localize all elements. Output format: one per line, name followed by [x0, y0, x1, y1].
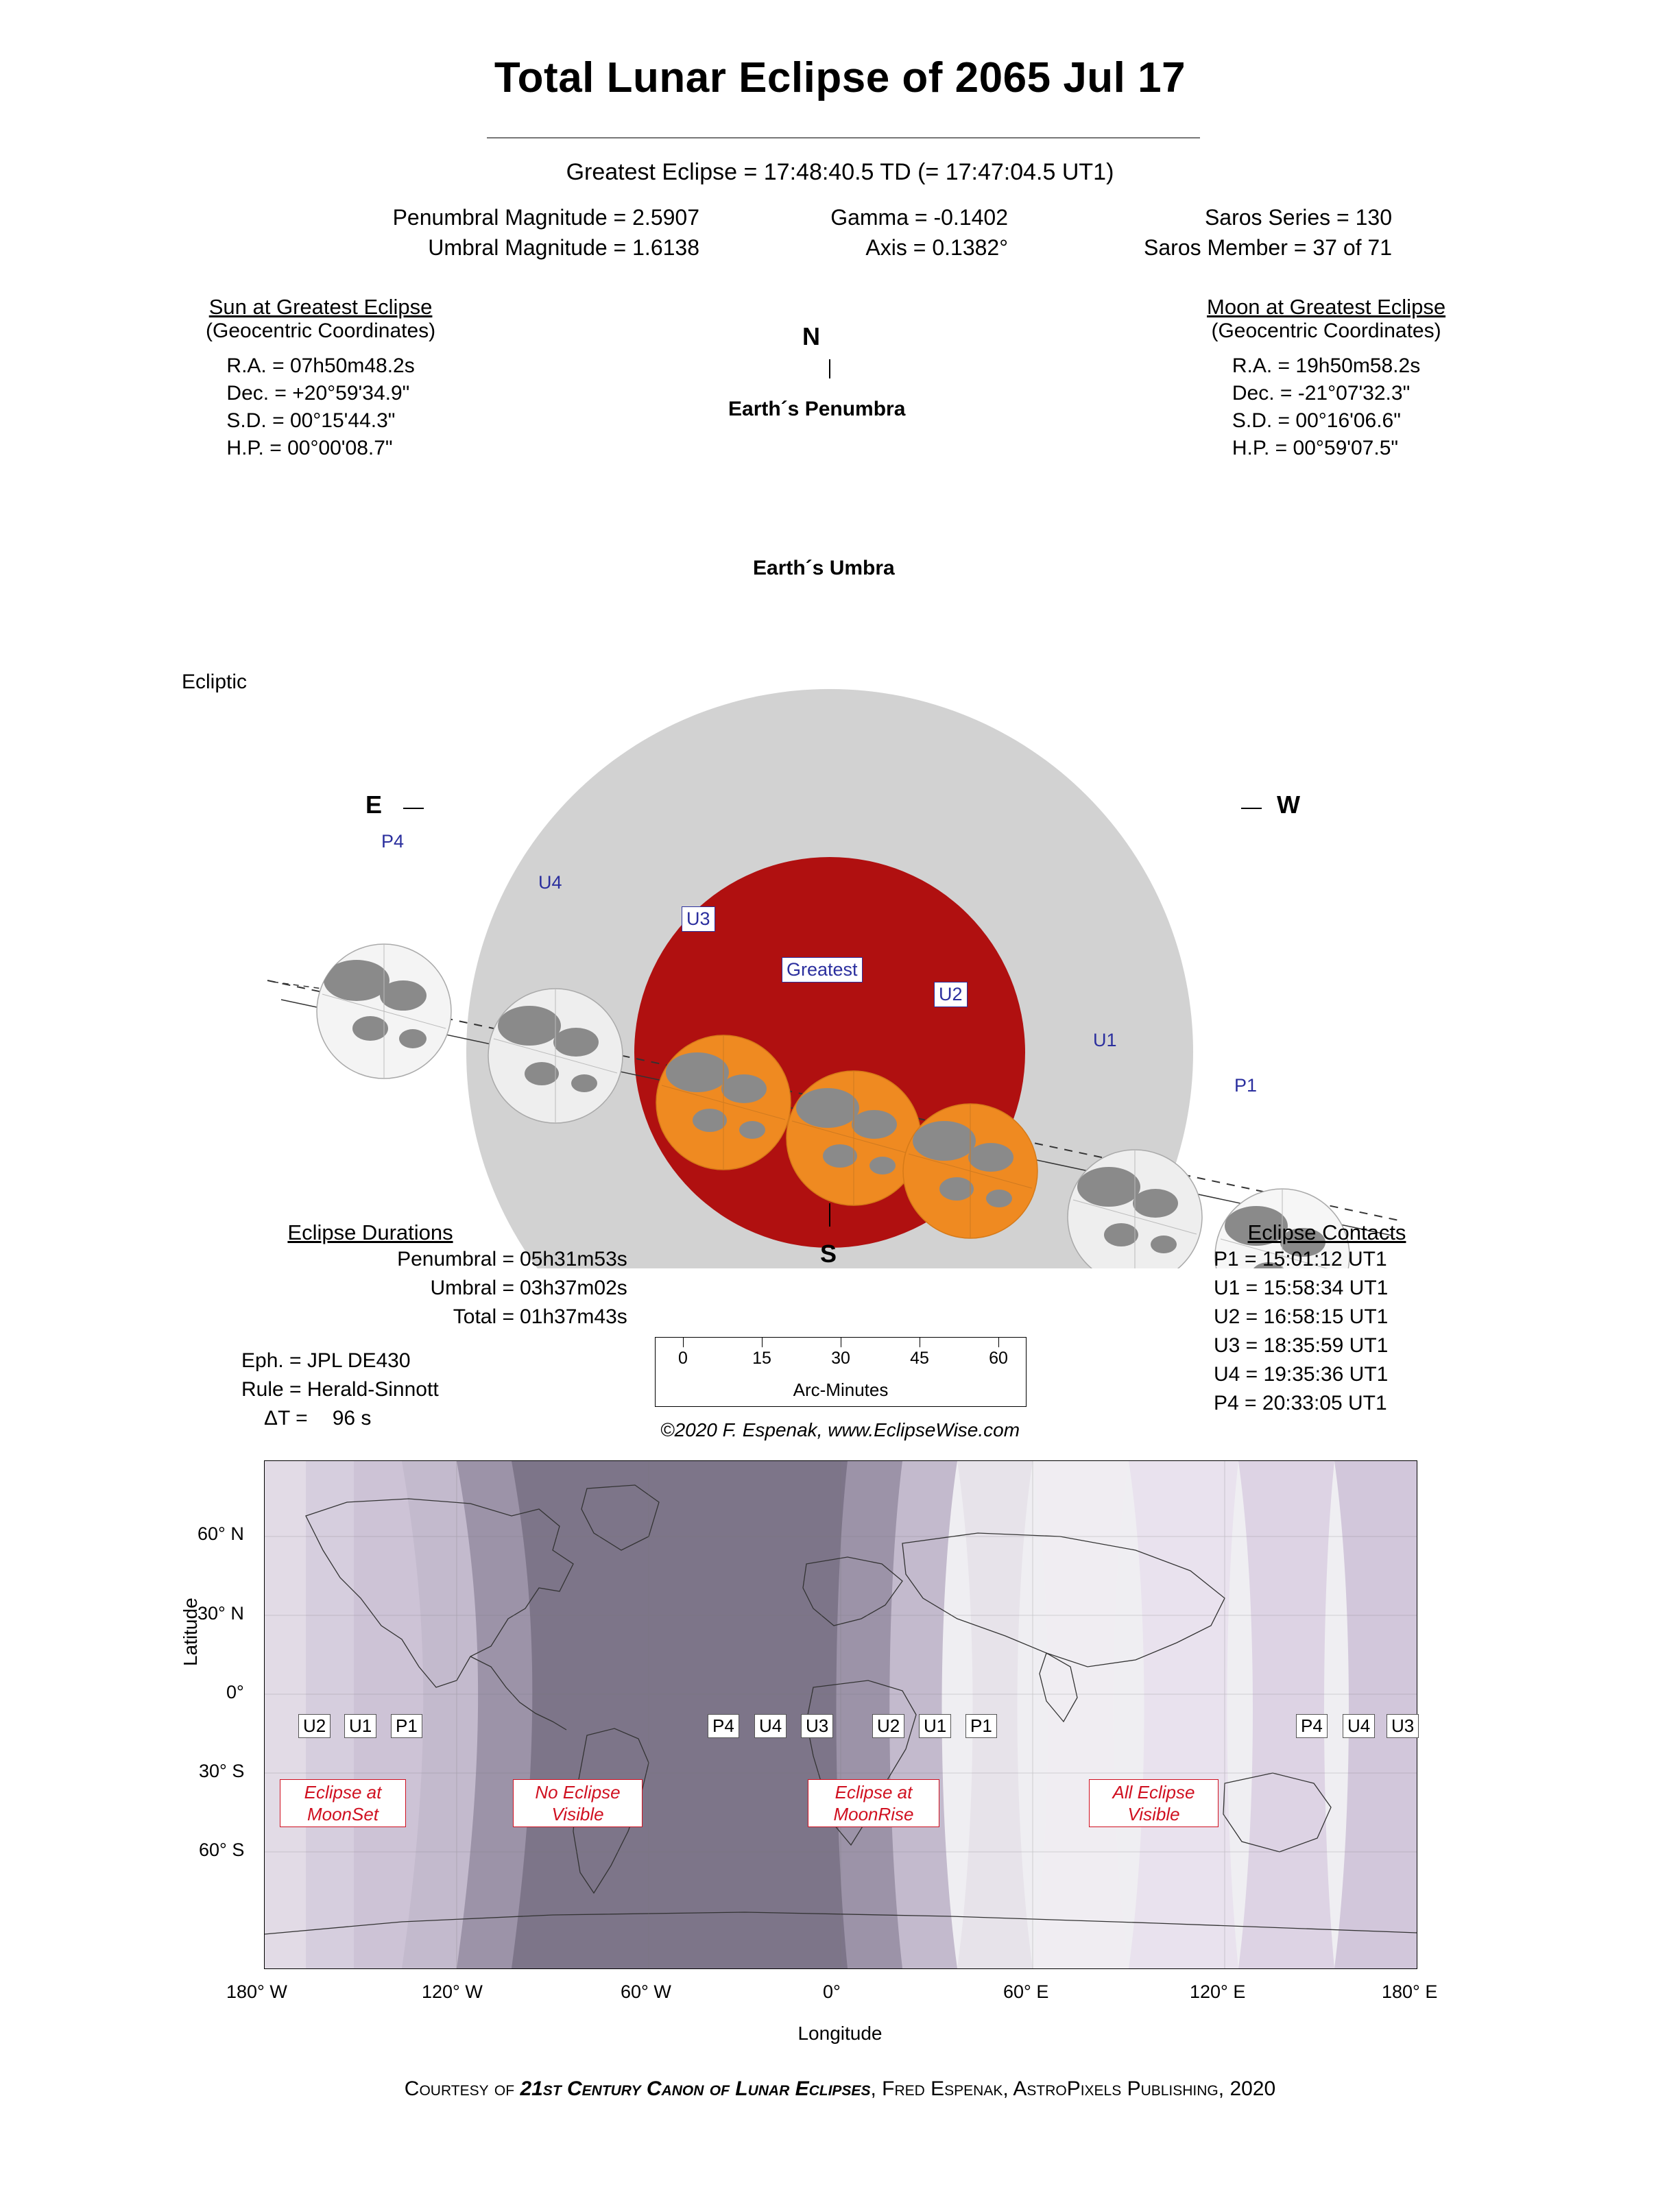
map-contact-p1-b: P1 — [965, 1714, 997, 1738]
map-svg — [265, 1461, 1417, 1968]
contact-time-p4: P4 = 20:33:05 UT1 — [1214, 1392, 1387, 1414]
map-xlabel-60w: 60° W — [621, 1981, 671, 2002]
scale-tick-30: 30 — [831, 1349, 850, 1368]
scale-tick-60: 60 — [989, 1349, 1008, 1368]
map-note-moonrise — [808, 1779, 939, 1827]
delta-t-value: 96 s — [332, 1407, 372, 1430]
duration-total-value: 01h37m43s — [520, 1305, 627, 1328]
contact-label-u2: U2 — [934, 982, 968, 1007]
ephemeris: Eph. = JPL DE430 — [241, 1349, 411, 1372]
map-ylabel-30n: 30° N — [197, 1603, 244, 1624]
map-xlabel-120w: 120° W — [422, 1981, 483, 2002]
moon-dec: Dec. = -21°07'32.3" — [1232, 382, 1411, 405]
scale-bar — [655, 1337, 1027, 1407]
map-note-moonrise-line1: Eclipse at — [835, 1782, 913, 1803]
sun-sd: S.D. = 00°15'44.3" — [226, 409, 396, 432]
rule: Rule = Herald-Sinnott — [241, 1378, 439, 1401]
contact-label-p4: P4 — [381, 831, 405, 852]
sun-block-subtitle: (Geocentric Coordinates) — [206, 320, 436, 342]
map-ylabel-30s: 30° S — [199, 1761, 245, 1781]
contact-time-p1: P1 = 15:01:12 UT1 — [1214, 1248, 1387, 1270]
map-xlabel-120e: 120° E — [1190, 1981, 1246, 2002]
axis: Axis = 0.1382° — [865, 235, 1008, 260]
visibility-map — [264, 1460, 1417, 1969]
map-note-no-eclipse — [513, 1779, 643, 1827]
north-tick — [829, 359, 830, 378]
gamma: Gamma = -0.1402 — [830, 205, 1008, 230]
moon-position-u4 — [488, 989, 623, 1123]
direction-north-label: N — [802, 322, 820, 350]
duration-total-label: Total = — [453, 1305, 514, 1328]
sun-hp: H.P. = 00°00'08.7" — [226, 437, 393, 459]
direction-south-label: S — [820, 1240, 837, 1268]
scale-tick-15: 15 — [752, 1349, 771, 1368]
contact-label-u1: U1 — [1093, 1030, 1117, 1050]
moon-sd: S.D. = 00°16'06.6" — [1232, 409, 1401, 432]
umbra-label: Earth´s Umbra — [753, 557, 895, 579]
penumbral-magnitude: Penumbral Magnitude = 2.5907 — [392, 205, 699, 230]
direction-west-label: W — [1277, 791, 1300, 819]
greatest-eclipse-line: Greatest Eclipse = 17:48:40.5 TD (= 17:47:04.5 UT1) — [566, 159, 1114, 185]
map-xlabel-0: 0° — [823, 1981, 841, 2002]
duration-umbral-label: Umbral = — [430, 1277, 514, 1299]
ecliptic-label: Ecliptic — [182, 671, 248, 693]
map-contact-u3-a: U3 — [801, 1714, 833, 1738]
footer-part2: 21st Century Canon of Lunar Eclipses — [520, 2077, 871, 2100]
sun-block-title: Sun at Greatest Eclipse — [208, 295, 433, 319]
map-note-moonset-line1: Eclipse at — [304, 1782, 382, 1803]
map-note-all-eclipse — [1089, 1779, 1219, 1827]
delta-t-label: ΔT = — [264, 1407, 308, 1430]
eclipse-durations-block — [226, 1220, 627, 1433]
saros-member: Saros Member = 37 of 71 — [1144, 235, 1392, 260]
map-contact-p4-a: P4 — [708, 1714, 739, 1738]
penumbra-label: Earth´s Penumbra — [728, 398, 906, 420]
direction-east-label: E — [365, 791, 383, 819]
header-row — [0, 232, 1680, 263]
east-tick — [403, 808, 424, 809]
map-contact-u2-b: U2 — [872, 1714, 904, 1738]
map-ylabel-60n: 60° N — [197, 1523, 244, 1544]
contact-time-u1: U1 = 15:58:34 UT1 — [1214, 1277, 1389, 1299]
umbral-magnitude: Umbral Magnitude = 1.6138 — [428, 235, 699, 260]
moon-block-subtitle: (Geocentric Coordinates) — [1211, 320, 1441, 342]
eclipse-contacts-block — [1214, 1220, 1440, 1418]
map-note-moonset-line2: MoonSet — [307, 1804, 379, 1824]
map-note-no-eclipse-line2: Visible — [551, 1804, 604, 1824]
shadow-diagram — [0, 295, 1680, 1268]
map-contact-u4-a: U4 — [754, 1714, 787, 1738]
map-note-all-eclipse-line2: Visible — [1127, 1804, 1180, 1824]
contact-time-u3: U3 = 18:35:59 UT1 — [1214, 1334, 1389, 1357]
duration-penumbral-value: 05h31m53s — [520, 1248, 627, 1270]
footer-part3: , Fred Espenak, AstroPixels Publishing, 2020 — [870, 2077, 1276, 2100]
copyright-line: ©2020 F. Espenak, www.EclipseWise.com — [660, 1419, 1020, 1440]
sun-ra: R.A. = 07h50m48.2s — [226, 354, 415, 377]
contact-label-u4: U4 — [538, 872, 562, 893]
duration-penumbral-label: Penumbral = — [397, 1248, 514, 1270]
map-xlabel-180e: 180° E — [1382, 1981, 1438, 2002]
scale-tick-0: 0 — [678, 1349, 688, 1368]
map-contact-u1-b: U1 — [919, 1714, 951, 1738]
map-contact-u2-a: U2 — [298, 1714, 331, 1738]
map-note-all-eclipse-line1: All Eclipse — [1112, 1782, 1195, 1803]
footer-credit — [0, 2077, 1680, 2101]
map-contact-p1-a: P1 — [391, 1714, 422, 1738]
map-note-no-eclipse-line1: No Eclipse — [535, 1782, 621, 1803]
contacts-title: Eclipse Contacts — [1247, 1220, 1406, 1244]
map-y-axis-title: Latitude — [180, 1598, 201, 1666]
moon-block-title: Moon at Greatest Eclipse — [1207, 295, 1446, 319]
map-xlabel-180w: 180° W — [226, 1981, 287, 2002]
south-tick — [829, 1203, 830, 1227]
moon-position-p4 — [317, 944, 451, 1078]
moon-position-greatest — [787, 1071, 921, 1205]
map-xlabel-60e: 60° E — [1003, 1981, 1049, 2002]
moon-position-u2 — [903, 1104, 1037, 1238]
scale-caption: Arc-Minutes — [793, 1379, 889, 1400]
page-title: Total Lunar Eclipse of 2065 Jul 17 — [494, 54, 1186, 101]
west-tick — [1241, 808, 1262, 809]
contact-time-u4: U4 = 19:35:36 UT1 — [1214, 1363, 1389, 1386]
header-row — [0, 202, 1680, 232]
footer-part1: Courtesy of — [404, 2077, 520, 2100]
scale-tick-45: 45 — [910, 1349, 929, 1368]
durations-title: Eclipse Durations — [287, 1220, 453, 1244]
map-ylabel-60s: 60° S — [199, 1840, 245, 1860]
contact-label-p1: P1 — [1234, 1075, 1258, 1096]
sun-dec: Dec. = +20°59'34.9" — [226, 382, 410, 405]
title-divider — [487, 137, 1200, 138]
contact-label-u3: U3 — [682, 906, 715, 932]
moon-hp: H.P. = 00°59'07.5" — [1232, 437, 1399, 459]
saros-series: Saros Series = 130 — [1204, 205, 1392, 230]
map-note-moonset — [280, 1779, 406, 1827]
map-contact-u4-b: U4 — [1343, 1714, 1375, 1738]
contact-time-u2: U2 = 16:58:15 UT1 — [1214, 1305, 1389, 1328]
map-contact-p4-b: P4 — [1296, 1714, 1328, 1738]
map-contact-u3-b: U3 — [1387, 1714, 1419, 1738]
map-note-moonrise-line2: MoonRise — [833, 1804, 914, 1824]
header-parameters — [0, 202, 1680, 263]
moon-position-u3 — [656, 1035, 791, 1170]
duration-umbral-value: 03h37m02s — [520, 1277, 627, 1299]
map-contact-u1-a: U1 — [344, 1714, 376, 1738]
greatest-label: Greatest — [782, 957, 863, 983]
map-x-axis-title: Longitude — [797, 2023, 883, 2044]
moon-ra: R.A. = 19h50m58.2s — [1232, 354, 1421, 377]
map-ylabel-0: 0° — [226, 1682, 244, 1702]
